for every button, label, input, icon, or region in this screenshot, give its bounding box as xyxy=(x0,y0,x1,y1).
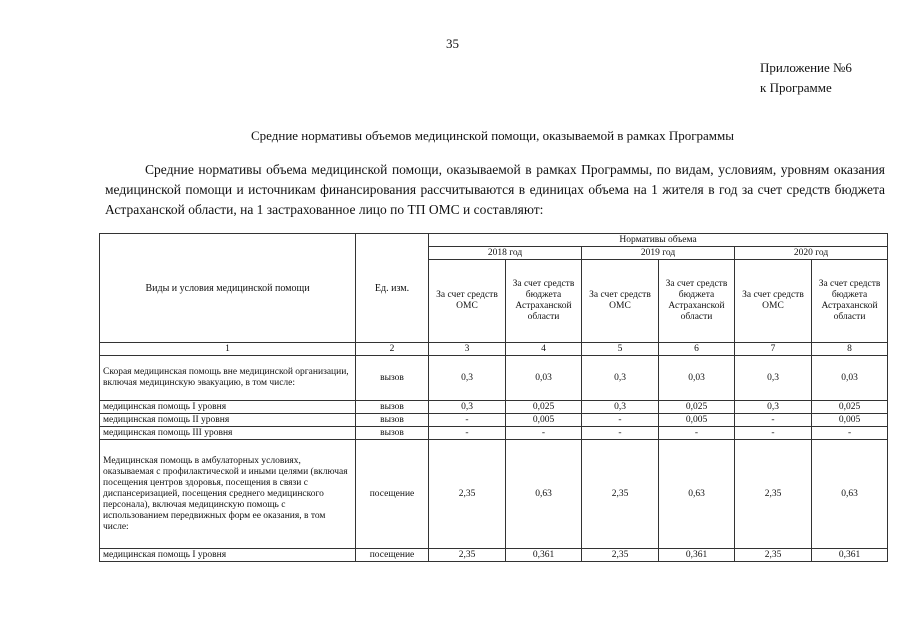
row-value: - xyxy=(582,427,659,440)
row-value: 2,35 xyxy=(429,549,506,562)
intro-paragraph: Средние нормативы объема медицинской помощи, оказываемой в рамках Программы, по видам, условиям, уровням оказания медицинской помощи и источникам финансирования рассчитываются в единицах объема на 1 жителя в год за счет средств бюджета Астраханской области, на 1 застрахованное лицо по ТП ОМС и составляют: xyxy=(105,162,885,217)
row-value: 0,025 xyxy=(659,401,735,414)
row-unit: вызов xyxy=(356,401,429,414)
row-value: 0,361 xyxy=(506,549,582,562)
row-value: 2,35 xyxy=(582,440,659,549)
row-value: 0,03 xyxy=(506,356,582,401)
row-label: медицинская помощь III уровня xyxy=(100,427,356,440)
appendix-line-1: Приложение №6 xyxy=(760,60,852,75)
header-group: Нормативы объема xyxy=(429,234,888,247)
row-value: 0,361 xyxy=(659,549,735,562)
row-value: 0,005 xyxy=(659,414,735,427)
row-value: 0,63 xyxy=(659,440,735,549)
norms-table xyxy=(99,233,888,562)
row-value: 0,3 xyxy=(429,356,506,401)
header-oms-2019: За счет средств ОМС xyxy=(582,260,659,343)
row-value: - xyxy=(735,427,812,440)
header-year-2019: 2019 год xyxy=(582,247,735,260)
row-value: 0,025 xyxy=(812,401,888,414)
row-label: медицинская помощь II уровня xyxy=(100,414,356,427)
header-oms-2020: За счет средств ОМС xyxy=(735,260,812,343)
col-number: 3 xyxy=(429,343,506,356)
appendix-line-2: к Программе xyxy=(760,80,832,95)
row-label: Скорая медицинская помощь вне медицинской организации, включая медицинскую эвакуацию, в том числе: xyxy=(100,356,356,401)
table-row xyxy=(100,549,888,562)
col-number: 1 xyxy=(100,343,356,356)
row-unit: вызов xyxy=(356,356,429,401)
table-row xyxy=(100,414,888,427)
row-value: 0,3 xyxy=(582,356,659,401)
header-unit: Ед. изм. xyxy=(356,234,429,343)
row-value: - xyxy=(506,427,582,440)
header-oms-2018: За счет средств ОМС xyxy=(429,260,506,343)
row-value: - xyxy=(735,414,812,427)
row-value: 0,63 xyxy=(812,440,888,549)
row-unit: посещение xyxy=(356,440,429,549)
col-number: 5 xyxy=(582,343,659,356)
row-value: 0,3 xyxy=(735,401,812,414)
row-value: 0,3 xyxy=(429,401,506,414)
row-value: 0,03 xyxy=(659,356,735,401)
header-kind: Виды и условия медицинской помощи xyxy=(100,234,356,343)
table-row xyxy=(100,440,888,549)
row-value: - xyxy=(812,427,888,440)
document-title: Средние нормативы объемов медицинской помощи, оказываемой в рамках Программы xyxy=(250,128,734,143)
row-value: 0,005 xyxy=(812,414,888,427)
row-label: Медицинская помощь в амбулаторных условиях, оказываемая с профилактической и иными целями (включая посещения центров здоровья, посещения в связи с диспансеризацией, посещения среднего медицинского персонала), включая медицинскую помощь с использованием передвижных форм ее оказания, в том числе: xyxy=(100,440,356,549)
row-value: 0,005 xyxy=(506,414,582,427)
row-label: медицинская помощь I уровня xyxy=(100,549,356,562)
row-value: 2,35 xyxy=(735,549,812,562)
col-number: 6 xyxy=(659,343,735,356)
header-budget-2020: За счет средств бюджета Астраханской области xyxy=(812,260,888,343)
appendix-note xyxy=(760,58,852,98)
column-number-row xyxy=(100,343,888,356)
table-row xyxy=(100,356,888,401)
page-number: 35 xyxy=(446,36,459,51)
row-value: 0,63 xyxy=(506,440,582,549)
header-budget-2019: За счет средств бюджета Астраханской области xyxy=(659,260,735,343)
row-value: - xyxy=(429,414,506,427)
row-value: 2,35 xyxy=(735,440,812,549)
row-value: 0,025 xyxy=(506,401,582,414)
row-value: - xyxy=(429,427,506,440)
row-value: 2,35 xyxy=(582,549,659,562)
col-number: 2 xyxy=(356,343,429,356)
col-number: 4 xyxy=(506,343,582,356)
col-number: 8 xyxy=(812,343,888,356)
table-row xyxy=(100,427,888,440)
row-unit: вызов xyxy=(356,427,429,440)
row-label: медицинская помощь I уровня xyxy=(100,401,356,414)
row-value: 0,361 xyxy=(812,549,888,562)
table-row xyxy=(100,401,888,414)
row-value: 0,3 xyxy=(735,356,812,401)
row-value: 0,3 xyxy=(582,401,659,414)
row-value: - xyxy=(582,414,659,427)
row-value: 0,03 xyxy=(812,356,888,401)
row-unit: посещение xyxy=(356,549,429,562)
row-value: 2,35 xyxy=(429,440,506,549)
col-number: 7 xyxy=(735,343,812,356)
row-value: - xyxy=(659,427,735,440)
header-year-2020: 2020 год xyxy=(735,247,888,260)
header-year-2018: 2018 год xyxy=(429,247,582,260)
row-unit: вызов xyxy=(356,414,429,427)
header-budget-2018: За счет средств бюджета Астраханской области xyxy=(506,260,582,343)
